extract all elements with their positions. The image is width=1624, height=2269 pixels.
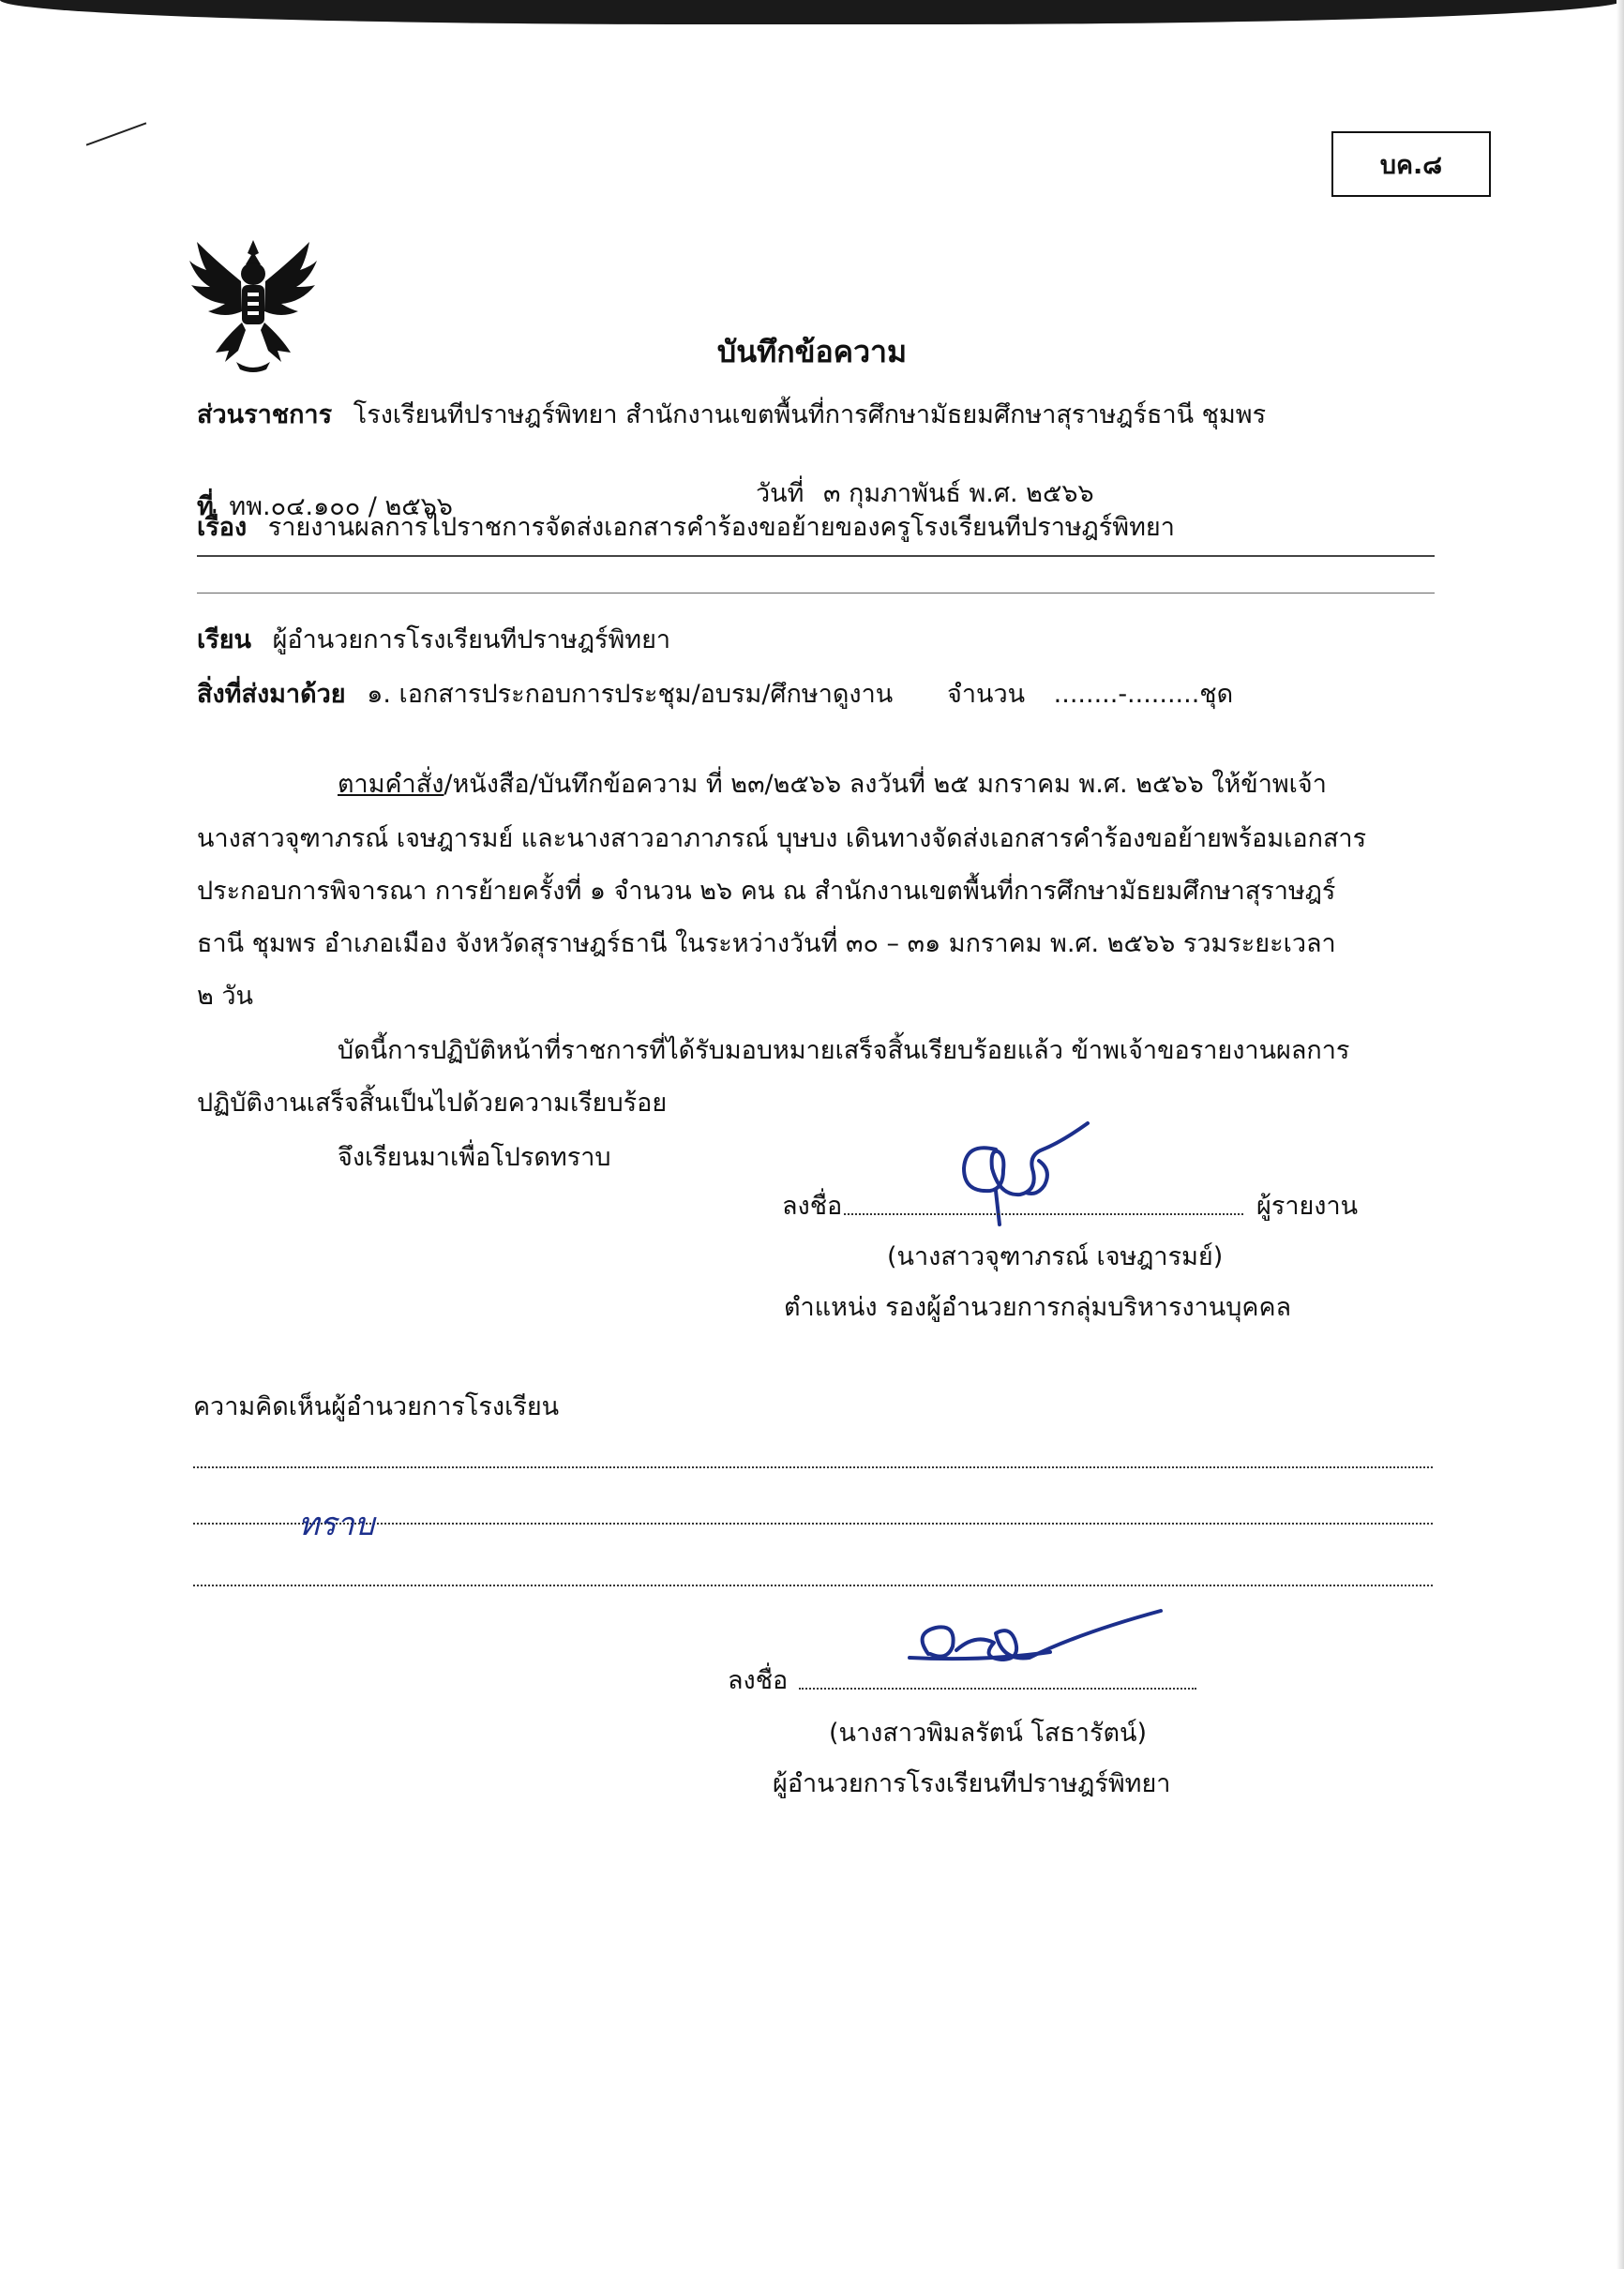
body-line-6: บัดนี้การปฏิบัติหน้าที่ราชการที่ได้รับมอบหมายเสร็จสิ้นเรียบร้อยแล้ว ข้าพเจ้าขอรายงานผลการ (338, 1036, 1350, 1065)
enclosure-count-row (947, 673, 1233, 714)
memo-title: บันทึกข้อความ (716, 334, 908, 369)
enclosure-count-value: ........-.........ชุด (1053, 680, 1234, 709)
reporter-sign-row (782, 1185, 842, 1225)
director-opinion-label: ความคิดเห็นผู้อำนวยการโรงเรียน (193, 1392, 560, 1421)
document-code-box: บค.๘ (1331, 131, 1491, 197)
director-position: ผู้อำนวยการโรงเรียนทีปราษฎร์พิทยา (773, 1769, 1171, 1798)
header-rule (197, 593, 1435, 594)
director-signature (891, 1605, 1172, 1680)
body-line-7: ปฏิบัติงานเสร็จสิ้นเป็นไปด้วยความเรียบร้อย (197, 1089, 668, 1118)
to-row (197, 619, 670, 659)
closing-line: จึงเรียนมาเพื่อโปรดทราบ (338, 1143, 611, 1172)
agency-label: ส่วนราชการ (197, 400, 333, 429)
body-line-1-text: /หนังสือ/บันทึกข้อความ ที่ ๒๓/๒๕๖๖ ลงวันที่ ๒๕ มกราคม พ.ศ. ๒๕๖๖ ให้ข้าพเจ้า (444, 770, 1327, 799)
agency-row (197, 394, 1266, 434)
enclosure-label: สิ่งที่ส่งมาด้วย (197, 680, 346, 709)
agency-value: โรงเรียนทีปราษฎร์พิทยา สำนักงานเขตพื้นที่การศึกษามัธยมศึกษาสุราษฎร์ธานี ชุมพร (353, 400, 1267, 429)
date-value: ๓ กุมภาพันธ์ พ.ศ. ๒๕๖๖ (823, 479, 1094, 508)
subject-rule (197, 555, 1435, 557)
body-lead-underlined: ตามคำสั่ง (338, 770, 444, 799)
director-name: (นางสาวพิมลรัตน์ โสธารัตน์) (829, 1719, 1148, 1748)
reporter-sign-label: ลงชื่อ (782, 1192, 843, 1221)
director-sign-dots (799, 1688, 1196, 1690)
enclosure-row (197, 673, 893, 714)
director-sign-label: ลงชื่อ (728, 1666, 789, 1695)
body-line-1 (338, 763, 1327, 804)
body-line-2: นางสาวจุฑาภรณ์ เจษฎารมย์ และนางสาวอาภาภรณ์ บุษบง เดินทางจัดส่งเอกสารคำร้องขอย้ายพร้อมเอกสาร (197, 824, 1367, 853)
opinion-line-2 (193, 1523, 1433, 1525)
body-line-3: ประกอบการพิจารณา การย้ายครั้งที่ ๑ จำนวน ๒๖ คน ณ สำนักงานเขตพื้นที่การศึกษามัธยมศึกษาสุราษฎร์ (197, 877, 1336, 906)
opinion-line-3 (193, 1585, 1433, 1586)
body-line-5: ๒ วัน (197, 982, 253, 1011)
date-label: วันที่ (756, 479, 804, 508)
subject-row (197, 506, 1175, 547)
reporter-role: ผู้รายงาน (1256, 1192, 1359, 1221)
reporter-position: ตำแหน่ง รองผู้อำนวยการกลุ่มบริหารงานบุคคล (784, 1293, 1292, 1322)
enclosure-count-label: จำนวน (947, 680, 1026, 709)
pen-mark (86, 122, 147, 145)
opinion-handwritten: ทราบ (298, 1506, 375, 1543)
body-line-4: ธานี ชุมพร อำเภอเมือง จังหวัดสุราษฎร์ธานี ในระหว่างวันที่ ๓๐ – ๓๑ มกราคม พ.ศ. ๒๕๖๖ รวมระยะเวลา (197, 929, 1336, 958)
to-label: เรียน (197, 625, 252, 654)
to-value: ผู้อำนวยการโรงเรียนทีปราษฎร์พิทยา (272, 625, 671, 654)
scan-top-edge (0, 0, 1624, 24)
opinion-line-1 (193, 1466, 1433, 1468)
subject-value: รายงานผลการไปราชการจัดส่งเอกสารคำร้องขอย้ายของครูโรงเรียนทีปราษฎร์พิทยา (267, 513, 1175, 542)
ref-value: ทพ.๐๔.๑๐๐ / ๒๕๖๖ (229, 492, 453, 521)
ref-label: ที่ (197, 492, 214, 521)
reporter-name: (นางสาวจุฑาภรณ์ เจษฎารมย์) (887, 1242, 1224, 1271)
reporter-signature (947, 1112, 1106, 1253)
reporter-sign-dots (844, 1213, 1243, 1215)
enclosure-value: ๑. เอกสารประกอบการประชุม/อบรม/ศึกษาดูงาน (367, 680, 894, 709)
subject-label: เรื่อง (197, 513, 248, 542)
